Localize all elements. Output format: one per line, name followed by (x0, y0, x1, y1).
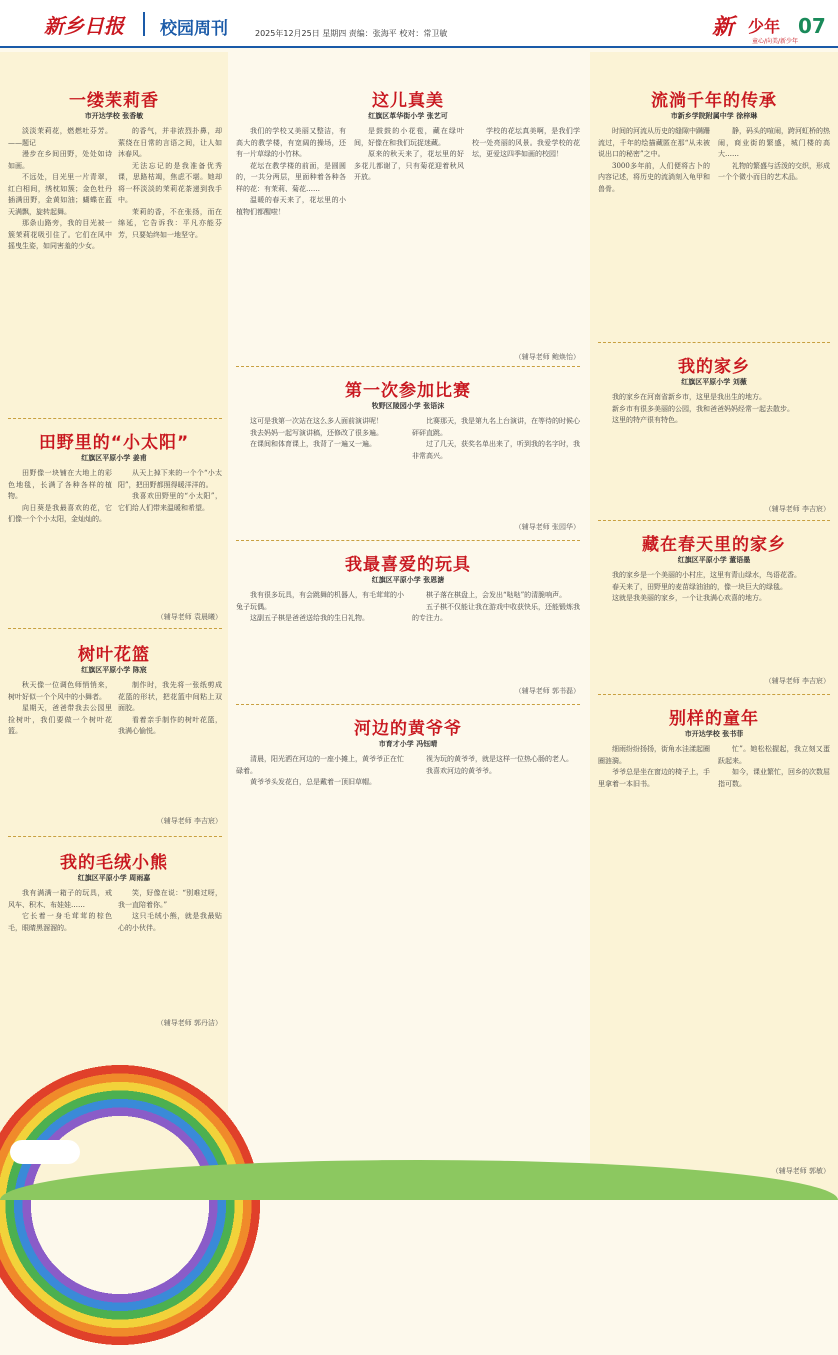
divider (8, 628, 222, 629)
article-byline: 红旗区平原小学 陈宸 (81, 666, 147, 674)
article-title: 我的毛绒小熊 (60, 853, 168, 873)
divider (598, 694, 830, 695)
article-favorite-toy (236, 550, 580, 585)
article-byline: 红旗区平原小学 周雨嘉 (77, 874, 151, 882)
article-leaf-basket (8, 640, 220, 675)
article-body: 制作时，我先将一张纸剪成花篮的形状，把花篮中间粘上双面胶。 看着亲手制作的树叶花篮，我满心愉悦。 (118, 681, 222, 735)
article-spring-hometown (598, 530, 830, 565)
article-body: 忙”。她松松握起，我立刻又蛋跃起来。 如今，课业繁忙，回乡的次数屈指可数。 (718, 745, 830, 788)
header-rule (0, 46, 838, 48)
teacher-credit: （辅导老师 袁晨曦） (156, 613, 222, 621)
article-title: 田野里的“小太阳” (38, 433, 190, 453)
article-body: 淡淡茉莉花，燃燃吐芬芳。——题记 漫步在乡间田野，处处如诗如画。 不远处，目光里一片青翠，红白相间，绣枕如簇；金色牡丹插满田野，金黄如油；蝴蝶在蓝天满飘，旋转起舞。 那条山路旁，我的目光被一簇茉莉花吸引住了。它们在风中摇曳生姿，如同害羞的少女。 (8, 127, 112, 250)
article-body: 我的家乡在河南省新乡市，这里是我出生的地方。 新乡市有很多美丽的公园，我和爸爸妈妈经常一起去散步。 这里的特产很有特色。 (612, 393, 794, 424)
article-byline: 市新乡学院附属中学 徐梓琳 (670, 112, 758, 120)
teacher-credit: （辅导老师 李吉宸） (764, 677, 830, 685)
divider (236, 540, 580, 541)
page-header (0, 0, 838, 48)
article-byline: 市开达学校 张香敏 (84, 112, 144, 120)
article-body: 视为玩的黄爷爷，就是这样一位热心肠的老人。 我喜欢河边的黄爷爷。 (426, 755, 573, 775)
teacher-credit: （辅导老师 郭敏） (771, 1167, 830, 1175)
article-heritage (598, 86, 830, 121)
article-body: 的香气，并非浓烈扑鼻，却萦绕在日常的言语之间，让人如沐春风。 无法忘记的是我准备优秀课，思路枯竭，焦虑不堪。她却将一杯淡淡的茉莉花茶递到我手中。 茉莉的香，不在张扬，而在绵延，它告诉我：平凡亦能芬芳，只要始终如一地坚守。 (118, 127, 222, 239)
article-title: 树叶花篮 (78, 645, 150, 665)
teacher-credit: （辅导老师 李吉宸） (764, 505, 830, 513)
article-so-beautiful (236, 86, 580, 121)
article-body: 我的家乡是一个美丽的小村庄，这里有青山绿水，鸟语花香。 春天来了，田野里的麦苗绿油油的，像一块巨大的绿毯。 这就是我美丽的家乡，一个让我满心欢喜的地方。 (612, 571, 801, 602)
article-body: 从天上掉下来的一个个“小太阳”，把田野都照得暖洋洋的。 我喜欢田野里的“小太阳”，它们给人们带来温暖和希望。 (118, 469, 222, 512)
divider (598, 520, 830, 521)
article-jasmine (8, 86, 220, 121)
section-title: 校园周刊 (160, 19, 228, 39)
article-teddy-bear (8, 848, 220, 883)
article-byline: 红旗区革华街小学 张艺可 (368, 112, 448, 120)
article-body: 我有很多玩具，有会跳舞的机器人，有毛茸茸的小兔子玩偶。 这副五子棋是爸爸送给我的生日礼物。 (236, 591, 404, 622)
article-body: 我们的学校又美丽又整洁，有高大的教学楼，有宽阔的操场，还有一片草绿的小竹林。 花坛在教学楼的前面，是圆圆的，一共分两层，里面种着各种各样的花：有茉莉、菊花…… 温暖的春天来了，花坛里的小植物们都醒啦！ (236, 127, 346, 216)
article-special-childhood (598, 704, 830, 739)
teacher-credit: （辅导老师 张园华） (514, 523, 580, 531)
teacher-credit: （辅导老师 郭丹洁） (156, 1019, 222, 1027)
article-body: 时间的河流从历史的缝隙中蹒跚流过，千年的绘描藏匿在那“从未被说出口的秘密”之中。 3000多年前，人们便将古卜的内容记述，将历史的流淌刻入龟甲和兽骨。 (598, 127, 710, 193)
article-body: 这可是我第一次站在这么多人面前演讲呢！ 我去妈妈一起写演讲稿，还修改了很多遍。 在课间和体育课上，我背了一遍又一遍。 (250, 417, 383, 448)
article-little-sun (8, 428, 220, 463)
article-byline: 红旗区平原小学 刘薇 (681, 378, 747, 386)
article-byline: 红旗区平原小学 姜甫 (81, 454, 147, 462)
article-title: 别样的童年 (669, 709, 759, 729)
teacher-credit: （辅导老师 郭书磊） (514, 687, 580, 695)
divider (8, 418, 222, 419)
article-body: 学校的花坛真美啊，是我们学校一处亮丽的风景。我爱学校的花坛，更爱这四季如画的校园！ (472, 127, 580, 158)
article-byline: 市开达学校 张书菲 (684, 730, 744, 738)
article-body: 秋天像一位调色师悄悄来，树叶好似一个个风中的小舞者。 星期天，爸爸带我去公园里捡树叶，我们要做一个树叶花篮。 (8, 681, 112, 735)
article-byline: 市育才小学 冯钰晴 (378, 740, 438, 748)
article-title: 河边的黄爷爷 (354, 719, 462, 739)
article-body: 清晨，阳光洒在河边的一座小摊上，黄爷爷正在忙碌着。 黄爷爷头发花白，总是戴着一顶旧草帽。 (236, 755, 404, 786)
article-body: 棋子落在棋盘上，会发出“哒哒”的清脆响声。 五子棋不仅能让我在游戏中收获快乐，还能锻炼我的专注力。 (412, 591, 580, 622)
divider (236, 366, 580, 367)
newspaper-logo: 新乡日报 (44, 14, 124, 38)
article-first-contest (236, 376, 580, 411)
article-byline: 牧野区陵园小学 张语沫 (371, 402, 445, 410)
rainbow-illustration (0, 1055, 270, 1355)
article-body: 细雨纷纷扬扬，街角水洼漾起圈圈涟漪。 爷爷总是坐在窗边的椅子上，手里拿着一本旧书。 (598, 745, 710, 788)
article-byline: 红旗区平原小学 董语墨 (677, 556, 751, 564)
article-body: 是鼓鼓的小花苞，藏在绿叶间，好像在和我们玩捉迷藏。 原来的秋天来了，花坛里的好多花儿都谢了，只有菊花迎着秋风开放。 (354, 127, 464, 181)
article-grandpa-huang (236, 714, 580, 749)
article-body: 静，码头的喧闹，跨河虹桥的热闹，商业街的繁盛，城门楼的高大…… 礼物的繁盛与活泼的交织，形成一个个微小而目的艺术品。 (718, 127, 830, 181)
brand-tagline: 童心/向美/新少年 (752, 38, 799, 45)
article-body: 田野像一块铺在大地上的彩色地毯，长满了各种各样的植物。 向日葵是我最喜欢的花，它们像一个个小太阳，金灿灿的。 (8, 469, 112, 523)
article-title: 我最喜爱的玩具 (345, 555, 471, 575)
article-body: 我有满满一箱子的玩具，戒风车、积木、布娃娃…… 它长着一身毛茸茸的棕色毛，眼睛黑溜溜的。 (8, 889, 112, 932)
cloud-illustration (10, 1140, 80, 1164)
article-title: 我的家乡 (678, 357, 750, 377)
article-title: 这儿真美 (372, 91, 444, 111)
article-title: 流淌千年的传承 (651, 91, 777, 111)
article-body: 比赛那天，我是第九名上台演讲，在等待的时候心砰砰直跳。 过了几天，获奖名单出来了，听到我的名字时，我非常高兴。 (412, 417, 580, 460)
brand-suffix: 少年 (748, 17, 781, 36)
brand-mark: 新 (712, 14, 735, 40)
article-title: 藏在春天里的家乡 (642, 535, 786, 555)
teacher-credit: （辅导老师 李吉宸） (156, 817, 222, 825)
article-title: 一缕茉莉香 (69, 91, 159, 111)
header-divider (143, 12, 145, 36)
teacher-credit: （辅导老师 鲍焕怡） (514, 353, 580, 361)
divider (236, 704, 580, 705)
issue-meta: 2025年12月25日 星期四 责编：张海平 校对：常卫敏 (255, 29, 448, 38)
article-byline: 红旗区平原小学 张恩溏 (371, 576, 445, 584)
page-number: 07 (798, 14, 826, 38)
article-body: 笑，好像在说：“别难过呀，我一直陪着你。” 这只毛绒小熊，就是我最贴心的小伙伴。 (118, 889, 222, 932)
divider (8, 836, 222, 837)
article-my-hometown (598, 352, 830, 387)
article-title: 第一次参加比赛 (345, 381, 471, 401)
divider (598, 342, 830, 343)
